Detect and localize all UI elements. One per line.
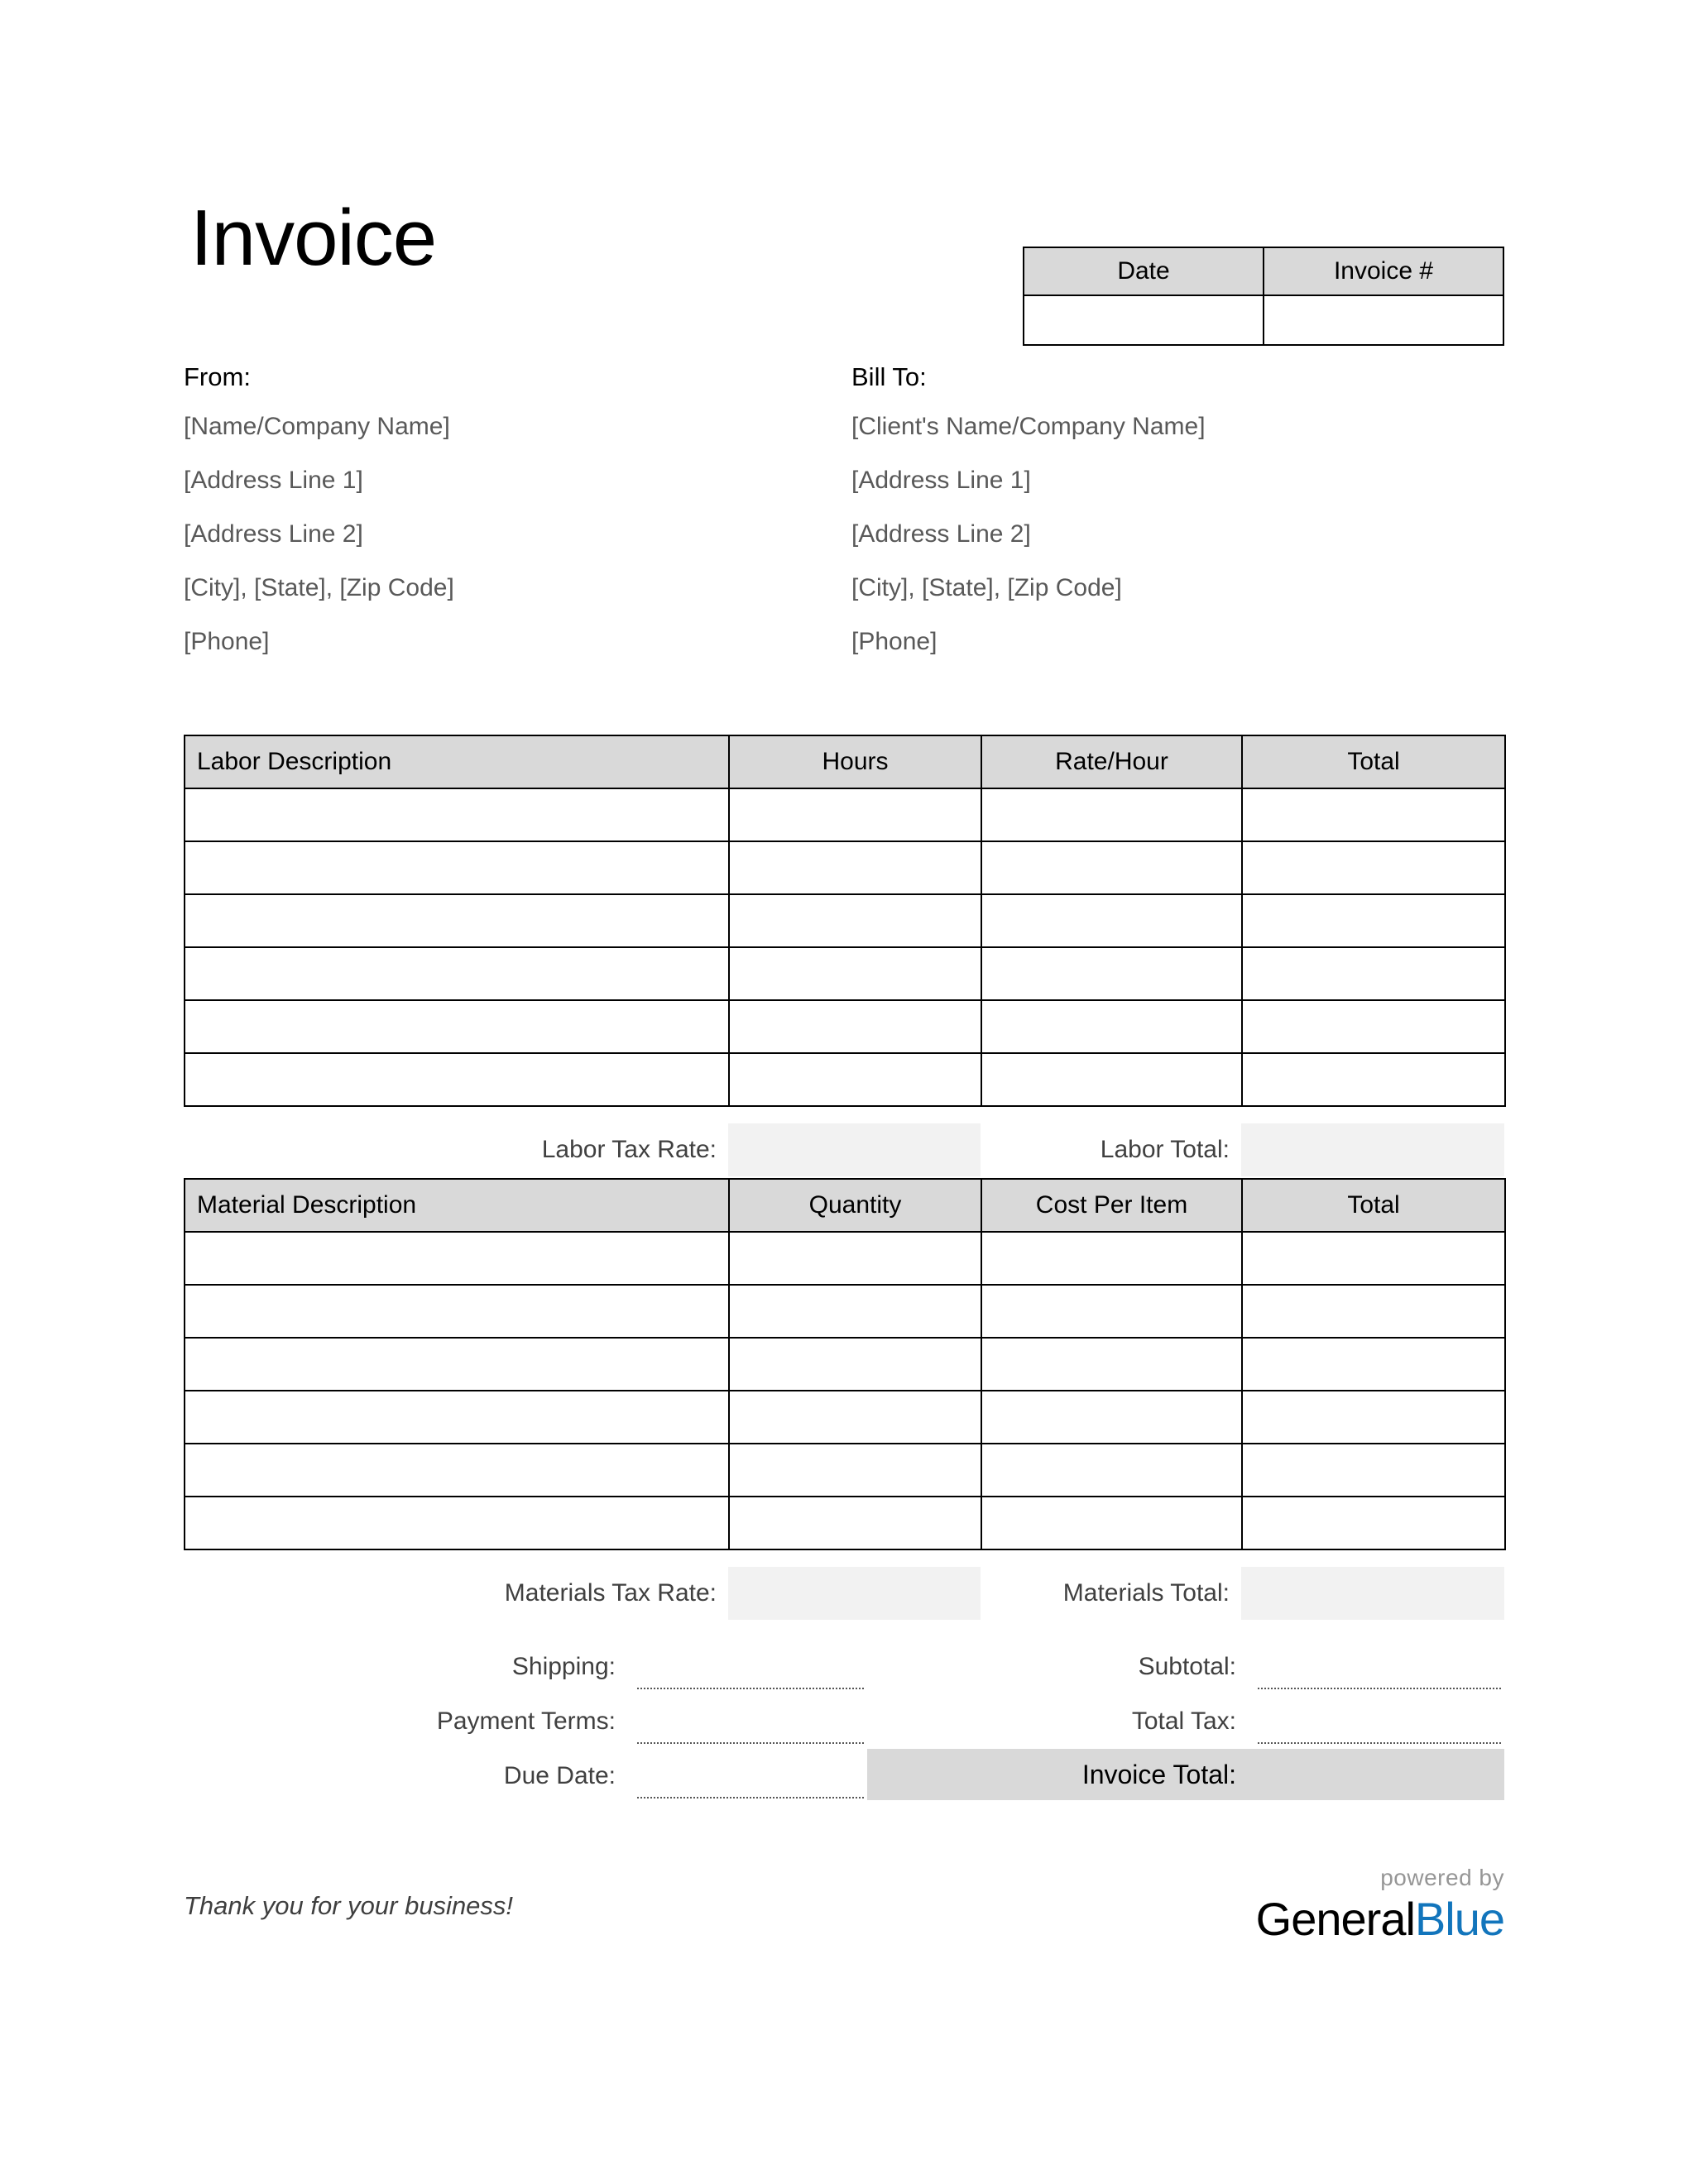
shipping-label: Shipping: bbox=[511, 1653, 616, 1680]
material-col-quantity: Quantity bbox=[729, 1179, 981, 1232]
thank-you-message: Thank you for your business! bbox=[184, 1891, 514, 1920]
invoice-total-bar bbox=[867, 1749, 1504, 1800]
invoice-footer bbox=[184, 1865, 1504, 1945]
labor-cell-rate[interactable] bbox=[981, 947, 1242, 1000]
subtotal-value[interactable] bbox=[1248, 1640, 1504, 1694]
labor-cell-rate[interactable] bbox=[981, 1053, 1242, 1106]
bill-to-line-address-1[interactable]: [Address Line 1] bbox=[851, 467, 1031, 494]
material-totals-strip bbox=[184, 1567, 1504, 1620]
material-cell-total[interactable] bbox=[1242, 1391, 1505, 1444]
material-cell-description[interactable] bbox=[185, 1391, 729, 1444]
material-cell-cost[interactable] bbox=[981, 1497, 1242, 1549]
material-cell-description[interactable] bbox=[185, 1338, 729, 1391]
material-cell-total[interactable] bbox=[1242, 1232, 1505, 1285]
table-row bbox=[185, 1285, 1505, 1338]
labor-tax-rate-value[interactable] bbox=[728, 1123, 981, 1176]
material-cell-total[interactable] bbox=[1242, 1497, 1505, 1549]
bill-to-block bbox=[837, 364, 1504, 654]
labor-cell-description[interactable] bbox=[185, 894, 729, 947]
labor-cell-hours[interactable] bbox=[729, 894, 981, 947]
material-cell-description[interactable] bbox=[185, 1285, 729, 1338]
materials-total-label: Materials Total: bbox=[1062, 1579, 1230, 1607]
invoice-header bbox=[184, 194, 1504, 347]
material-cell-quantity[interactable] bbox=[729, 1497, 981, 1549]
bill-to-line-name[interactable]: [Client's Name/Company Name] bbox=[851, 413, 1206, 440]
labor-table bbox=[184, 735, 1506, 1107]
payment-terms-value[interactable] bbox=[627, 1694, 867, 1749]
labor-cell-description[interactable] bbox=[185, 947, 729, 1000]
labor-cell-hours[interactable] bbox=[729, 841, 981, 894]
brand-logo bbox=[1255, 1865, 1504, 1945]
meta-value-invoice-number[interactable] bbox=[1264, 295, 1503, 345]
total-tax-value[interactable] bbox=[1248, 1694, 1504, 1749]
labor-cell-total[interactable] bbox=[1242, 894, 1505, 947]
due-date-label: Due Date: bbox=[503, 1762, 616, 1789]
table-row bbox=[185, 1053, 1505, 1106]
page-title: Invoice bbox=[190, 194, 437, 282]
material-cell-description[interactable] bbox=[185, 1497, 729, 1549]
labor-col-hours: Hours bbox=[729, 735, 981, 788]
bill-to-line-phone[interactable]: [Phone] bbox=[851, 628, 938, 655]
labor-cell-description[interactable] bbox=[185, 1053, 729, 1106]
material-cell-description[interactable] bbox=[185, 1444, 729, 1497]
table-row bbox=[185, 1338, 1505, 1391]
table-row bbox=[185, 841, 1505, 894]
brand-name-blue: Blue bbox=[1414, 1893, 1504, 1945]
summary-row-shipping-subtotal bbox=[184, 1640, 1504, 1694]
labor-cell-hours[interactable] bbox=[729, 947, 981, 1000]
materials-tax-rate-value[interactable] bbox=[728, 1567, 981, 1620]
shipping-value[interactable] bbox=[627, 1640, 867, 1694]
labor-cell-rate[interactable] bbox=[981, 894, 1242, 947]
material-cell-cost[interactable] bbox=[981, 1444, 1242, 1497]
material-cell-cost[interactable] bbox=[981, 1285, 1242, 1338]
labor-tax-rate-label: Labor Tax Rate: bbox=[541, 1136, 717, 1163]
bill-to-heading: Bill To: bbox=[851, 362, 927, 391]
material-cell-cost[interactable] bbox=[981, 1391, 1242, 1444]
material-cell-quantity[interactable] bbox=[729, 1232, 981, 1285]
material-cell-quantity[interactable] bbox=[729, 1391, 981, 1444]
address-section bbox=[184, 364, 1504, 654]
brand-name bbox=[1255, 1893, 1504, 1945]
material-cell-total[interactable] bbox=[1242, 1444, 1505, 1497]
table-header-row bbox=[185, 735, 1505, 788]
material-col-total: Total bbox=[1242, 1179, 1505, 1232]
table-header-row bbox=[185, 1179, 1505, 1232]
table-row bbox=[185, 1000, 1505, 1053]
labor-col-total: Total bbox=[1242, 735, 1505, 788]
from-line-name[interactable]: [Name/Company Name] bbox=[184, 413, 450, 440]
labor-total-label: Labor Total: bbox=[1100, 1136, 1230, 1163]
from-line-city-state-zip[interactable]: [City], [State], [Zip Code] bbox=[184, 574, 454, 601]
from-line-address-2[interactable]: [Address Line 2] bbox=[184, 520, 363, 548]
table-row bbox=[185, 1232, 1505, 1285]
labor-cell-hours[interactable] bbox=[729, 1053, 981, 1106]
labor-col-description: Labor Description bbox=[185, 735, 729, 788]
from-heading: From: bbox=[184, 362, 251, 391]
invoice-total-value[interactable] bbox=[1248, 1749, 1504, 1800]
labor-cell-description[interactable] bbox=[185, 841, 729, 894]
labor-col-rate: Rate/Hour bbox=[981, 735, 1242, 788]
due-date-value[interactable] bbox=[627, 1749, 867, 1803]
subtotal-label: Subtotal: bbox=[1138, 1653, 1236, 1680]
bill-to-line-address-2[interactable]: [Address Line 2] bbox=[851, 520, 1031, 548]
labor-total-value[interactable] bbox=[1241, 1123, 1504, 1176]
bill-to-line-city-state-zip[interactable]: [City], [State], [Zip Code] bbox=[851, 574, 1122, 601]
meta-header-invoice-number: Invoice # bbox=[1264, 247, 1503, 295]
from-line-address-1[interactable]: [Address Line 1] bbox=[184, 467, 363, 494]
meta-value-date[interactable] bbox=[1024, 295, 1264, 345]
from-block bbox=[184, 364, 837, 654]
labor-cell-rate[interactable] bbox=[981, 841, 1242, 894]
material-cell-total[interactable] bbox=[1242, 1285, 1505, 1338]
labor-totals-strip bbox=[184, 1123, 1504, 1176]
table-row bbox=[185, 1497, 1505, 1549]
table-row bbox=[1024, 247, 1503, 295]
material-cell-total[interactable] bbox=[1242, 1338, 1505, 1391]
material-cell-quantity[interactable] bbox=[729, 1444, 981, 1497]
labor-cell-description[interactable] bbox=[185, 788, 729, 841]
labor-cell-rate[interactable] bbox=[981, 788, 1242, 841]
labor-cell-hours[interactable] bbox=[729, 1000, 981, 1053]
summary-section bbox=[184, 1640, 1504, 1803]
table-row bbox=[185, 894, 1505, 947]
table-row bbox=[185, 788, 1505, 841]
brand-name-general: General bbox=[1255, 1893, 1415, 1945]
total-tax-label: Total Tax: bbox=[1131, 1707, 1236, 1735]
table-row bbox=[185, 947, 1505, 1000]
table-row bbox=[185, 1391, 1505, 1444]
powered-by-label: powered by bbox=[1380, 1865, 1504, 1890]
material-cell-cost[interactable] bbox=[981, 1232, 1242, 1285]
invoice-total-label: Invoice Total: bbox=[1081, 1759, 1236, 1789]
payment-terms-label: Payment Terms: bbox=[436, 1707, 616, 1735]
materials-tax-rate-label: Materials Tax Rate: bbox=[504, 1579, 717, 1607]
labor-cell-description[interactable] bbox=[185, 1000, 729, 1053]
materials-total-value[interactable] bbox=[1241, 1567, 1504, 1620]
summary-row-payment-terms-total-tax bbox=[184, 1694, 1504, 1749]
labor-cell-total[interactable] bbox=[1242, 788, 1505, 841]
summary-row-due-date-invoice-total bbox=[184, 1749, 1504, 1803]
labor-cell-total[interactable] bbox=[1242, 947, 1505, 1000]
table-row bbox=[185, 1444, 1505, 1497]
material-col-cost-per-item: Cost Per Item bbox=[981, 1179, 1242, 1232]
labor-cell-total[interactable] bbox=[1242, 1053, 1505, 1106]
meta-header-date: Date bbox=[1024, 247, 1264, 295]
labor-cell-rate[interactable] bbox=[981, 1000, 1242, 1053]
invoice-meta-table bbox=[1023, 247, 1504, 346]
material-cell-cost[interactable] bbox=[981, 1338, 1242, 1391]
material-cell-description[interactable] bbox=[185, 1232, 729, 1285]
material-table bbox=[184, 1178, 1506, 1550]
material-cell-quantity[interactable] bbox=[729, 1285, 981, 1338]
material-cell-quantity[interactable] bbox=[729, 1338, 981, 1391]
labor-cell-total[interactable] bbox=[1242, 1000, 1505, 1053]
labor-cell-total[interactable] bbox=[1242, 841, 1505, 894]
table-row bbox=[1024, 295, 1503, 345]
labor-cell-hours[interactable] bbox=[729, 788, 981, 841]
from-line-phone[interactable]: [Phone] bbox=[184, 628, 270, 655]
material-col-description: Material Description bbox=[185, 1179, 729, 1232]
